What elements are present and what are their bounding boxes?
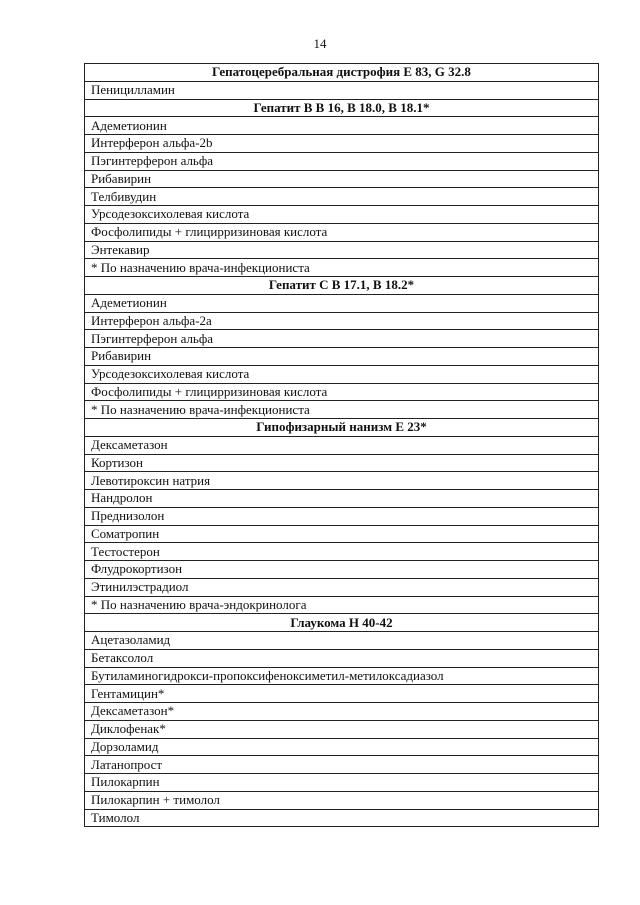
drug-row (85, 348, 599, 366)
drug-row (85, 525, 599, 543)
drug-name-cell: Пеницилламин (85, 81, 599, 99)
drug-name-cell: Урсодезоксихолевая кислота (85, 365, 599, 383)
page-number: 14 (313, 36, 327, 51)
drug-row (85, 152, 599, 170)
drug-row (85, 206, 599, 224)
drug-list-table (84, 63, 599, 827)
drug-name-cell: Фосфолипиды + глицирризиновая кислота (85, 223, 599, 241)
drug-name-cell: Тимолол (85, 809, 599, 827)
drug-name-cell: Бутиламиногидрокси-пропоксифеноксиметил-метилоксадиазол (85, 667, 599, 685)
drug-row (85, 170, 599, 188)
drug-name-cell: Пэгинтерферон альфа (85, 330, 599, 348)
drug-row (85, 774, 599, 792)
drug-name-cell: Этинилэстрадиол (85, 578, 599, 596)
drug-name-cell: * По назначению врача-инфекциониста (85, 401, 599, 419)
drug-name-cell: Телбивудин (85, 188, 599, 206)
drug-name-cell: Рибавирин (85, 170, 599, 188)
drug-row (85, 756, 599, 774)
drug-row (85, 561, 599, 579)
drug-name-cell: Соматропин (85, 525, 599, 543)
drug-name-cell: Флудрокортизон (85, 561, 599, 579)
section-header-cell: Гипофизарный нанизм Е 23* (85, 419, 599, 437)
drug-row (85, 188, 599, 206)
drug-name-cell: Адеметионин (85, 117, 599, 135)
drug-name-cell: Тестостерон (85, 543, 599, 561)
drug-row (85, 720, 599, 738)
drug-row (85, 791, 599, 809)
drug-row (85, 578, 599, 596)
section-header-cell: Глаукома Н 40-42 (85, 614, 599, 632)
drug-name-cell: Левотироксин натрия (85, 472, 599, 490)
drug-row (85, 632, 599, 650)
drug-row (85, 703, 599, 721)
drug-row (85, 312, 599, 330)
drug-list-body (85, 64, 599, 827)
drug-row (85, 81, 599, 99)
drug-row (85, 667, 599, 685)
drug-row (85, 294, 599, 312)
drug-row (85, 454, 599, 472)
drug-name-cell: Нандролон (85, 490, 599, 508)
drug-name-cell: Фосфолипиды + глицирризиновая кислота (85, 383, 599, 401)
drug-row (85, 401, 599, 419)
drug-row (85, 472, 599, 490)
drug-name-cell: Пэгинтерферон альфа (85, 152, 599, 170)
section-header-row (85, 614, 599, 632)
drug-name-cell: Пилокарпин (85, 774, 599, 792)
drug-row (85, 330, 599, 348)
drug-row (85, 738, 599, 756)
drug-row (85, 223, 599, 241)
drug-row (85, 649, 599, 667)
drug-row (85, 259, 599, 277)
drug-row (85, 436, 599, 454)
section-header-cell: Гепатит С В 17.1, В 18.2* (85, 277, 599, 295)
drug-row (85, 490, 599, 508)
drug-name-cell: * По назначению врача-инфекциониста (85, 259, 599, 277)
drug-row (85, 117, 599, 135)
drug-name-cell: Интерферон альфа-2b (85, 135, 599, 153)
drug-row (85, 685, 599, 703)
drug-row (85, 507, 599, 525)
drug-name-cell: Ацетазоламид (85, 632, 599, 650)
drug-row (85, 596, 599, 614)
section-header-row (85, 277, 599, 295)
drug-row (85, 241, 599, 259)
section-header-row (85, 99, 599, 117)
drug-name-cell: Адеметионин (85, 294, 599, 312)
drug-name-cell: Латанопрост (85, 756, 599, 774)
section-header-row (85, 64, 599, 82)
drug-name-cell: Бетаксолол (85, 649, 599, 667)
section-header-cell: Гепатоцеребральная дистрофия Е 83, G 32.8 (85, 64, 599, 82)
drug-name-cell: Урсодезоксихолевая кислота (85, 206, 599, 224)
drug-name-cell: Дексаметазон (85, 436, 599, 454)
drug-name-cell: * По назначению врача-эндокринолога (85, 596, 599, 614)
drug-name-cell: Преднизолон (85, 507, 599, 525)
drug-name-cell: Кортизон (85, 454, 599, 472)
drug-name-cell: Интерферон альфа-2а (85, 312, 599, 330)
drug-name-cell: Рибавирин (85, 348, 599, 366)
drug-name-cell: Гентамицин* (85, 685, 599, 703)
drug-row (85, 809, 599, 827)
drug-row (85, 135, 599, 153)
drug-name-cell: Энтекавир (85, 241, 599, 259)
drug-row (85, 383, 599, 401)
drug-row (85, 543, 599, 561)
drug-name-cell: Пилокарпин + тимолол (85, 791, 599, 809)
section-header-cell: Гепатит В В 16, В 18.0, В 18.1* (85, 99, 599, 117)
drug-name-cell: Дексаметазон* (85, 703, 599, 721)
section-header-row (85, 419, 599, 437)
drug-row (85, 365, 599, 383)
drug-name-cell: Диклофенак* (85, 720, 599, 738)
drug-name-cell: Дорзоламид (85, 738, 599, 756)
